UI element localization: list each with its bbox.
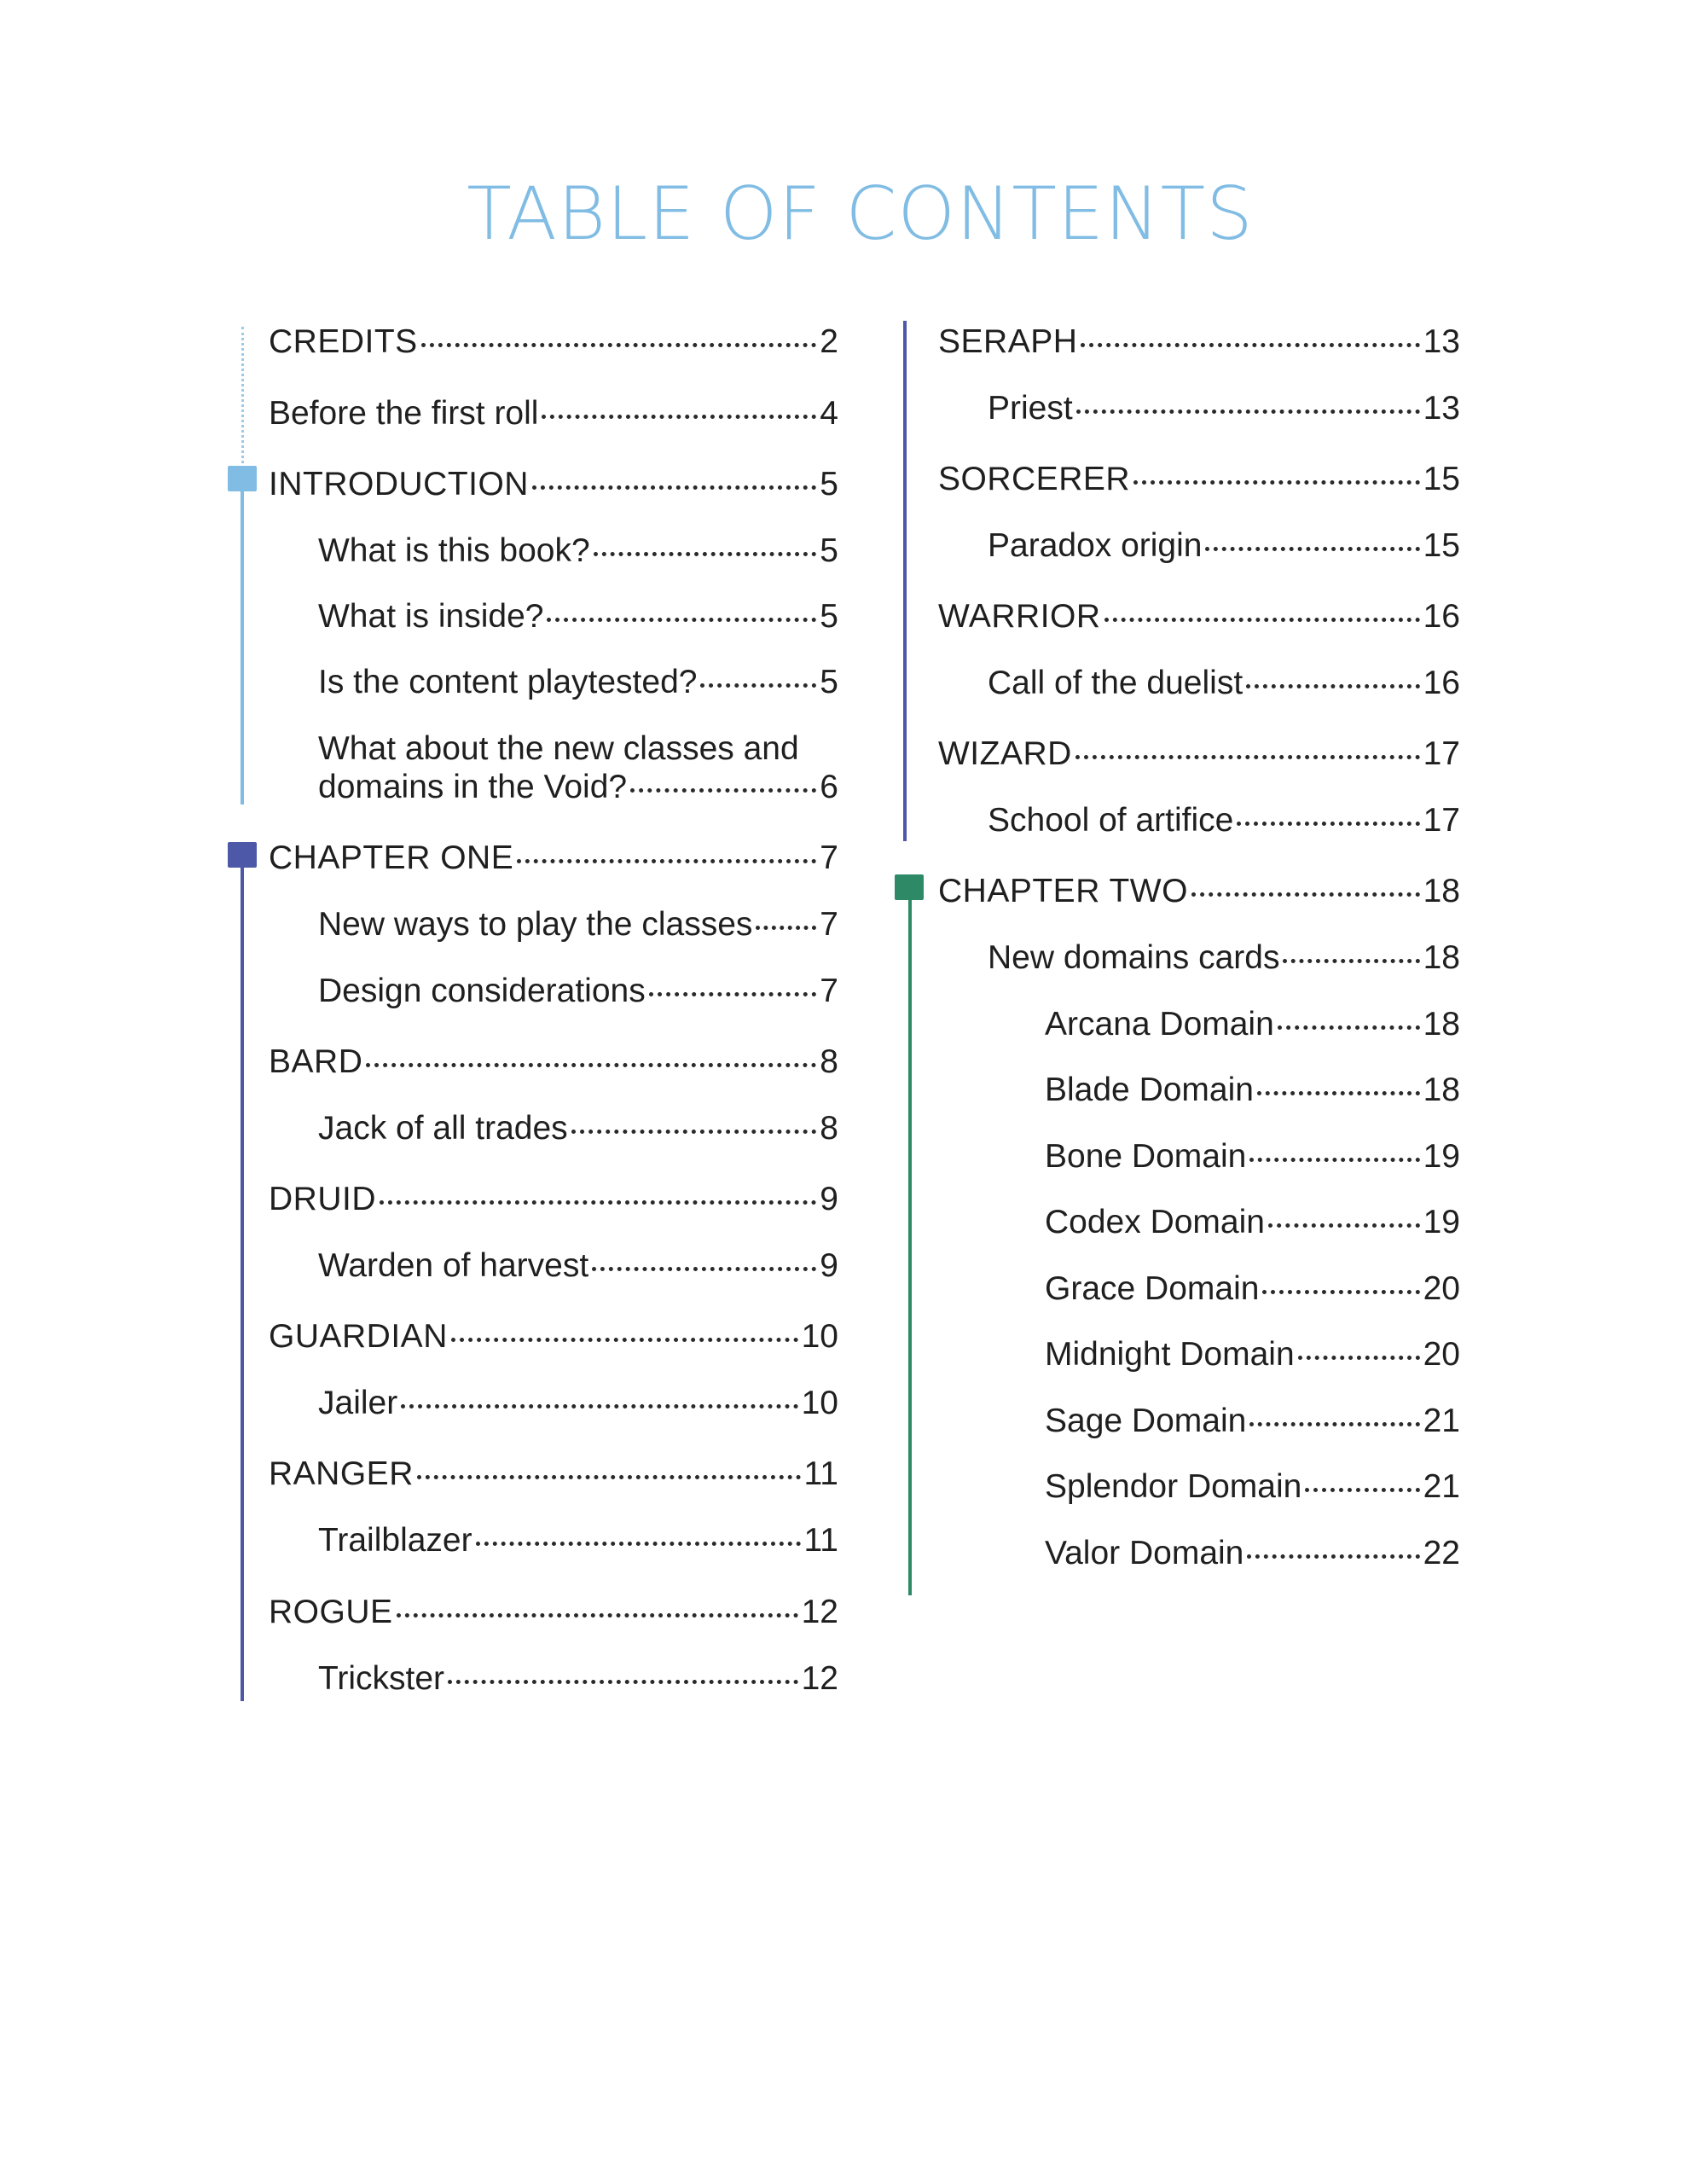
toc-entry-label: Is the content playtested? bbox=[318, 664, 698, 700]
credits-dotted-line bbox=[241, 327, 244, 463]
toc-entry-label: Priest bbox=[988, 390, 1073, 427]
toc-entry-label: Midnight Domain bbox=[1045, 1336, 1295, 1373]
toc-entry-page: 8 bbox=[820, 1110, 838, 1147]
toc-entry-page: 5 bbox=[820, 466, 838, 502]
toc-entry-splendor-domain[interactable] bbox=[1045, 1467, 1460, 1506]
toc-entry-page: 18 bbox=[1423, 1072, 1460, 1108]
toc-entry-label: GUARDIAN bbox=[269, 1318, 448, 1355]
toc-entry-page: 5 bbox=[820, 598, 838, 635]
toc-entry-label: Grace Domain bbox=[1045, 1270, 1260, 1307]
toc-entry-page: 12 bbox=[801, 1594, 838, 1630]
toc-entry-page: 7 bbox=[820, 906, 838, 943]
toc-entry-label: CREDITS bbox=[269, 323, 418, 360]
toc-entry-seraph[interactable] bbox=[938, 322, 1460, 361]
leader-dots bbox=[401, 1404, 797, 1409]
toc-entry-page: 9 bbox=[820, 1181, 838, 1217]
leader-dots bbox=[517, 859, 816, 863]
toc-entry-page: 20 bbox=[1423, 1336, 1460, 1373]
toc-entry-bard[interactable] bbox=[269, 1043, 838, 1081]
leader-dots bbox=[451, 1338, 798, 1342]
toc-entry-page: 15 bbox=[1423, 461, 1460, 497]
leader-dots bbox=[1257, 1091, 1420, 1095]
toc-entry-label: Jailer bbox=[318, 1385, 398, 1421]
leader-dots bbox=[1104, 618, 1420, 622]
toc-entry-label: Sage Domain bbox=[1045, 1403, 1247, 1439]
leader-dots bbox=[448, 1680, 798, 1684]
toc-entry-label: What is inside? bbox=[318, 598, 544, 635]
toc-entry-label: Blade Domain bbox=[1045, 1072, 1254, 1108]
seraph-line bbox=[903, 321, 907, 841]
chapter-one-line bbox=[241, 857, 244, 1701]
toc-entry-before-the-first-roll[interactable] bbox=[269, 394, 838, 433]
toc-entry-label: Codex Domain bbox=[1045, 1204, 1265, 1240]
toc-entry-druid[interactable] bbox=[269, 1180, 838, 1218]
toc-entry-label: Bone Domain bbox=[1045, 1138, 1247, 1175]
leader-dots bbox=[1191, 892, 1420, 897]
toc-entry-label: DRUID bbox=[269, 1181, 376, 1217]
introduction-marker bbox=[228, 466, 257, 491]
leader-dots bbox=[1262, 1290, 1419, 1294]
chapter-two-marker bbox=[895, 874, 924, 900]
toc-entry-ranger[interactable] bbox=[269, 1455, 838, 1493]
toc-entry-label: SERAPH bbox=[938, 323, 1078, 360]
toc-entry-guardian[interactable] bbox=[269, 1317, 838, 1356]
toc-entry-label: Arcana Domain bbox=[1045, 1006, 1274, 1043]
toc-entry-page: 11 bbox=[803, 1455, 838, 1492]
toc-entry-chapter-two[interactable] bbox=[938, 872, 1460, 910]
toc-entry-label: Trailblazer bbox=[318, 1522, 472, 1559]
leader-dots bbox=[592, 1267, 816, 1271]
toc-entry-label: Call of the duelist bbox=[988, 665, 1244, 701]
toc-entry-label: New domains cards bbox=[988, 939, 1280, 976]
chapter-one-marker bbox=[228, 842, 257, 868]
toc-entry-page: 18 bbox=[1423, 939, 1460, 976]
toc-entry-warden-of-harvest[interactable] bbox=[318, 1246, 838, 1285]
toc-entry-page: 4 bbox=[820, 395, 838, 432]
leader-dots bbox=[1268, 1223, 1420, 1228]
toc-entry-label: ROGUE bbox=[269, 1594, 393, 1630]
toc-entry-jailer[interactable] bbox=[318, 1384, 838, 1422]
leader-dots bbox=[1075, 755, 1420, 759]
toc-entry-label: RANGER bbox=[269, 1455, 414, 1492]
leader-dots bbox=[1278, 1025, 1420, 1030]
toc-entry-new-classes-and-domains-line1[interactable] bbox=[318, 729, 838, 768]
leader-dots bbox=[417, 1475, 801, 1479]
toc-entry-label: Design considerations bbox=[318, 973, 646, 1009]
leader-dots bbox=[594, 552, 817, 556]
toc-entry-page: 17 bbox=[1423, 735, 1460, 772]
toc-entry-page: 17 bbox=[1423, 802, 1460, 839]
toc-entry-design-considerations[interactable] bbox=[318, 972, 838, 1010]
toc-entry-label: Jack of all trades bbox=[318, 1110, 568, 1147]
toc-entry-bone-domain[interactable] bbox=[1045, 1137, 1460, 1176]
toc-entry-page: 5 bbox=[820, 664, 838, 700]
toc-entry-new-domains-cards[interactable] bbox=[988, 938, 1460, 977]
leader-dots bbox=[1076, 410, 1420, 414]
toc-entry-label: SORCERER bbox=[938, 461, 1131, 497]
toc-entry-arcana-domain[interactable] bbox=[1045, 1005, 1460, 1043]
toc-entry-page: 11 bbox=[803, 1522, 838, 1559]
leader-dots bbox=[421, 343, 817, 347]
toc-entry-trailblazer[interactable] bbox=[318, 1521, 838, 1560]
toc-entry-label: WIZARD bbox=[938, 735, 1072, 772]
toc-entry-credits[interactable] bbox=[269, 322, 838, 361]
leader-dots bbox=[1247, 1554, 1419, 1559]
toc-entry-label: CHAPTER ONE bbox=[269, 839, 514, 876]
toc-entry-page: 8 bbox=[820, 1043, 838, 1080]
toc-entry-priest[interactable] bbox=[988, 389, 1460, 427]
leader-dots bbox=[397, 1613, 798, 1618]
leader-dots bbox=[700, 683, 816, 688]
toc-entry-new-classes-and-domains-line2[interactable] bbox=[318, 768, 838, 806]
toc-entry-page: 16 bbox=[1423, 598, 1460, 635]
toc-entry-warrior[interactable] bbox=[938, 597, 1460, 636]
toc-entry-new-ways-to-play[interactable] bbox=[318, 905, 838, 944]
leader-dots bbox=[649, 992, 817, 996]
toc-entry-page: 6 bbox=[820, 769, 838, 805]
toc-entry-page: 16 bbox=[1423, 665, 1460, 701]
toc-entry-page: 7 bbox=[820, 839, 838, 876]
toc-entry-page: 19 bbox=[1423, 1204, 1460, 1240]
toc-entry-label: What is this book? bbox=[318, 532, 590, 569]
leader-dots bbox=[630, 788, 816, 793]
toc-entry-label: New ways to play the classes bbox=[318, 906, 753, 943]
toc-entry-page: 18 bbox=[1423, 1006, 1460, 1043]
toc-entry-page: 10 bbox=[801, 1318, 838, 1355]
toc-entry-what-is-inside[interactable] bbox=[318, 597, 838, 636]
page-title: TABLE OF CONTENTS bbox=[467, 171, 1254, 257]
leader-dots bbox=[1298, 1356, 1420, 1360]
introduction-line bbox=[241, 478, 244, 804]
toc-entry-paradox-origin[interactable] bbox=[988, 526, 1460, 565]
toc-entry-label: INTRODUCTION bbox=[269, 466, 529, 502]
toc-entry-label: CHAPTER TWO bbox=[938, 873, 1188, 909]
toc-entry-page: 7 bbox=[820, 973, 838, 1009]
toc-entry-label: BARD bbox=[269, 1043, 363, 1080]
leader-dots bbox=[1283, 959, 1419, 963]
leader-dots bbox=[532, 485, 816, 490]
toc-entry-page: 15 bbox=[1423, 527, 1460, 564]
toc-entry-jack-of-all-trades[interactable] bbox=[318, 1109, 838, 1147]
leader-dots bbox=[1133, 480, 1420, 485]
leader-dots bbox=[380, 1200, 816, 1205]
toc-entry-label: Valor Domain bbox=[1045, 1535, 1244, 1571]
leader-dots bbox=[1237, 822, 1419, 826]
leader-dots bbox=[476, 1542, 801, 1546]
toc-entry-rogue[interactable] bbox=[269, 1593, 838, 1631]
toc-entry-label: domains in the Void? bbox=[318, 769, 628, 805]
toc-entry-chapter-one[interactable] bbox=[269, 839, 838, 877]
leader-dots bbox=[1205, 547, 1419, 551]
toc-entry-page: 22 bbox=[1423, 1535, 1460, 1571]
toc-entry-introduction[interactable] bbox=[269, 465, 838, 503]
toc-entry-is-the-content-playtested[interactable] bbox=[318, 663, 838, 701]
toc-entry-page: 19 bbox=[1423, 1138, 1460, 1175]
toc-entry-label: School of artifice bbox=[988, 802, 1234, 839]
toc-entry-midnight-domain[interactable] bbox=[1045, 1335, 1460, 1374]
toc-entry-blade-domain[interactable] bbox=[1045, 1071, 1460, 1109]
leader-dots bbox=[1249, 1422, 1419, 1426]
leader-dots bbox=[547, 618, 816, 622]
toc-entry-page: 13 bbox=[1423, 323, 1460, 360]
toc-entry-label: What about the new classes and bbox=[318, 730, 799, 767]
toc-entry-valor-domain[interactable] bbox=[1045, 1534, 1460, 1572]
toc-entry-page: 21 bbox=[1423, 1468, 1460, 1505]
toc-entry-page: 20 bbox=[1423, 1270, 1460, 1307]
toc-entry-label: Trickster bbox=[318, 1660, 445, 1697]
leader-dots bbox=[1249, 1158, 1419, 1162]
toc-entry-what-is-this-book[interactable] bbox=[318, 531, 838, 570]
toc-entry-page: 5 bbox=[820, 532, 838, 569]
toc-entry-label: Paradox origin bbox=[988, 527, 1203, 564]
toc-entry-page: 12 bbox=[801, 1660, 838, 1697]
toc-entry-page: 2 bbox=[820, 323, 838, 360]
toc-entry-label: WARRIOR bbox=[938, 598, 1101, 635]
toc-entry-sorcerer[interactable] bbox=[938, 460, 1460, 498]
toc-entry-page: 9 bbox=[820, 1247, 838, 1284]
toc-entry-call-of-the-duelist[interactable] bbox=[988, 664, 1460, 702]
toc-entry-page: 13 bbox=[1423, 390, 1460, 427]
leader-dots bbox=[1305, 1488, 1419, 1492]
toc-entry-label: Splendor Domain bbox=[1045, 1468, 1302, 1505]
toc-entry-page: 21 bbox=[1423, 1403, 1460, 1439]
toc-entry-trickster[interactable] bbox=[318, 1659, 838, 1698]
toc-entry-codex-domain[interactable] bbox=[1045, 1203, 1460, 1241]
toc-entry-grace-domain[interactable] bbox=[1045, 1269, 1460, 1308]
leader-dots bbox=[542, 415, 816, 419]
toc-entry-page: 18 bbox=[1423, 873, 1460, 909]
leader-dots bbox=[1081, 343, 1419, 347]
toc-entry-page: 10 bbox=[801, 1385, 838, 1421]
toc-entry-wizard[interactable] bbox=[938, 735, 1460, 773]
toc-entry-sage-domain[interactable] bbox=[1045, 1402, 1460, 1440]
toc-entry-school-of-artifice[interactable] bbox=[988, 801, 1460, 839]
toc-entry-label: Warden of harvest bbox=[318, 1247, 589, 1284]
leader-dots bbox=[1246, 684, 1419, 688]
toc-entry-label: Before the first roll bbox=[269, 395, 539, 432]
leader-dots bbox=[366, 1063, 816, 1067]
leader-dots bbox=[571, 1130, 817, 1134]
leader-dots bbox=[756, 926, 816, 930]
chapter-two-line bbox=[908, 887, 912, 1595]
